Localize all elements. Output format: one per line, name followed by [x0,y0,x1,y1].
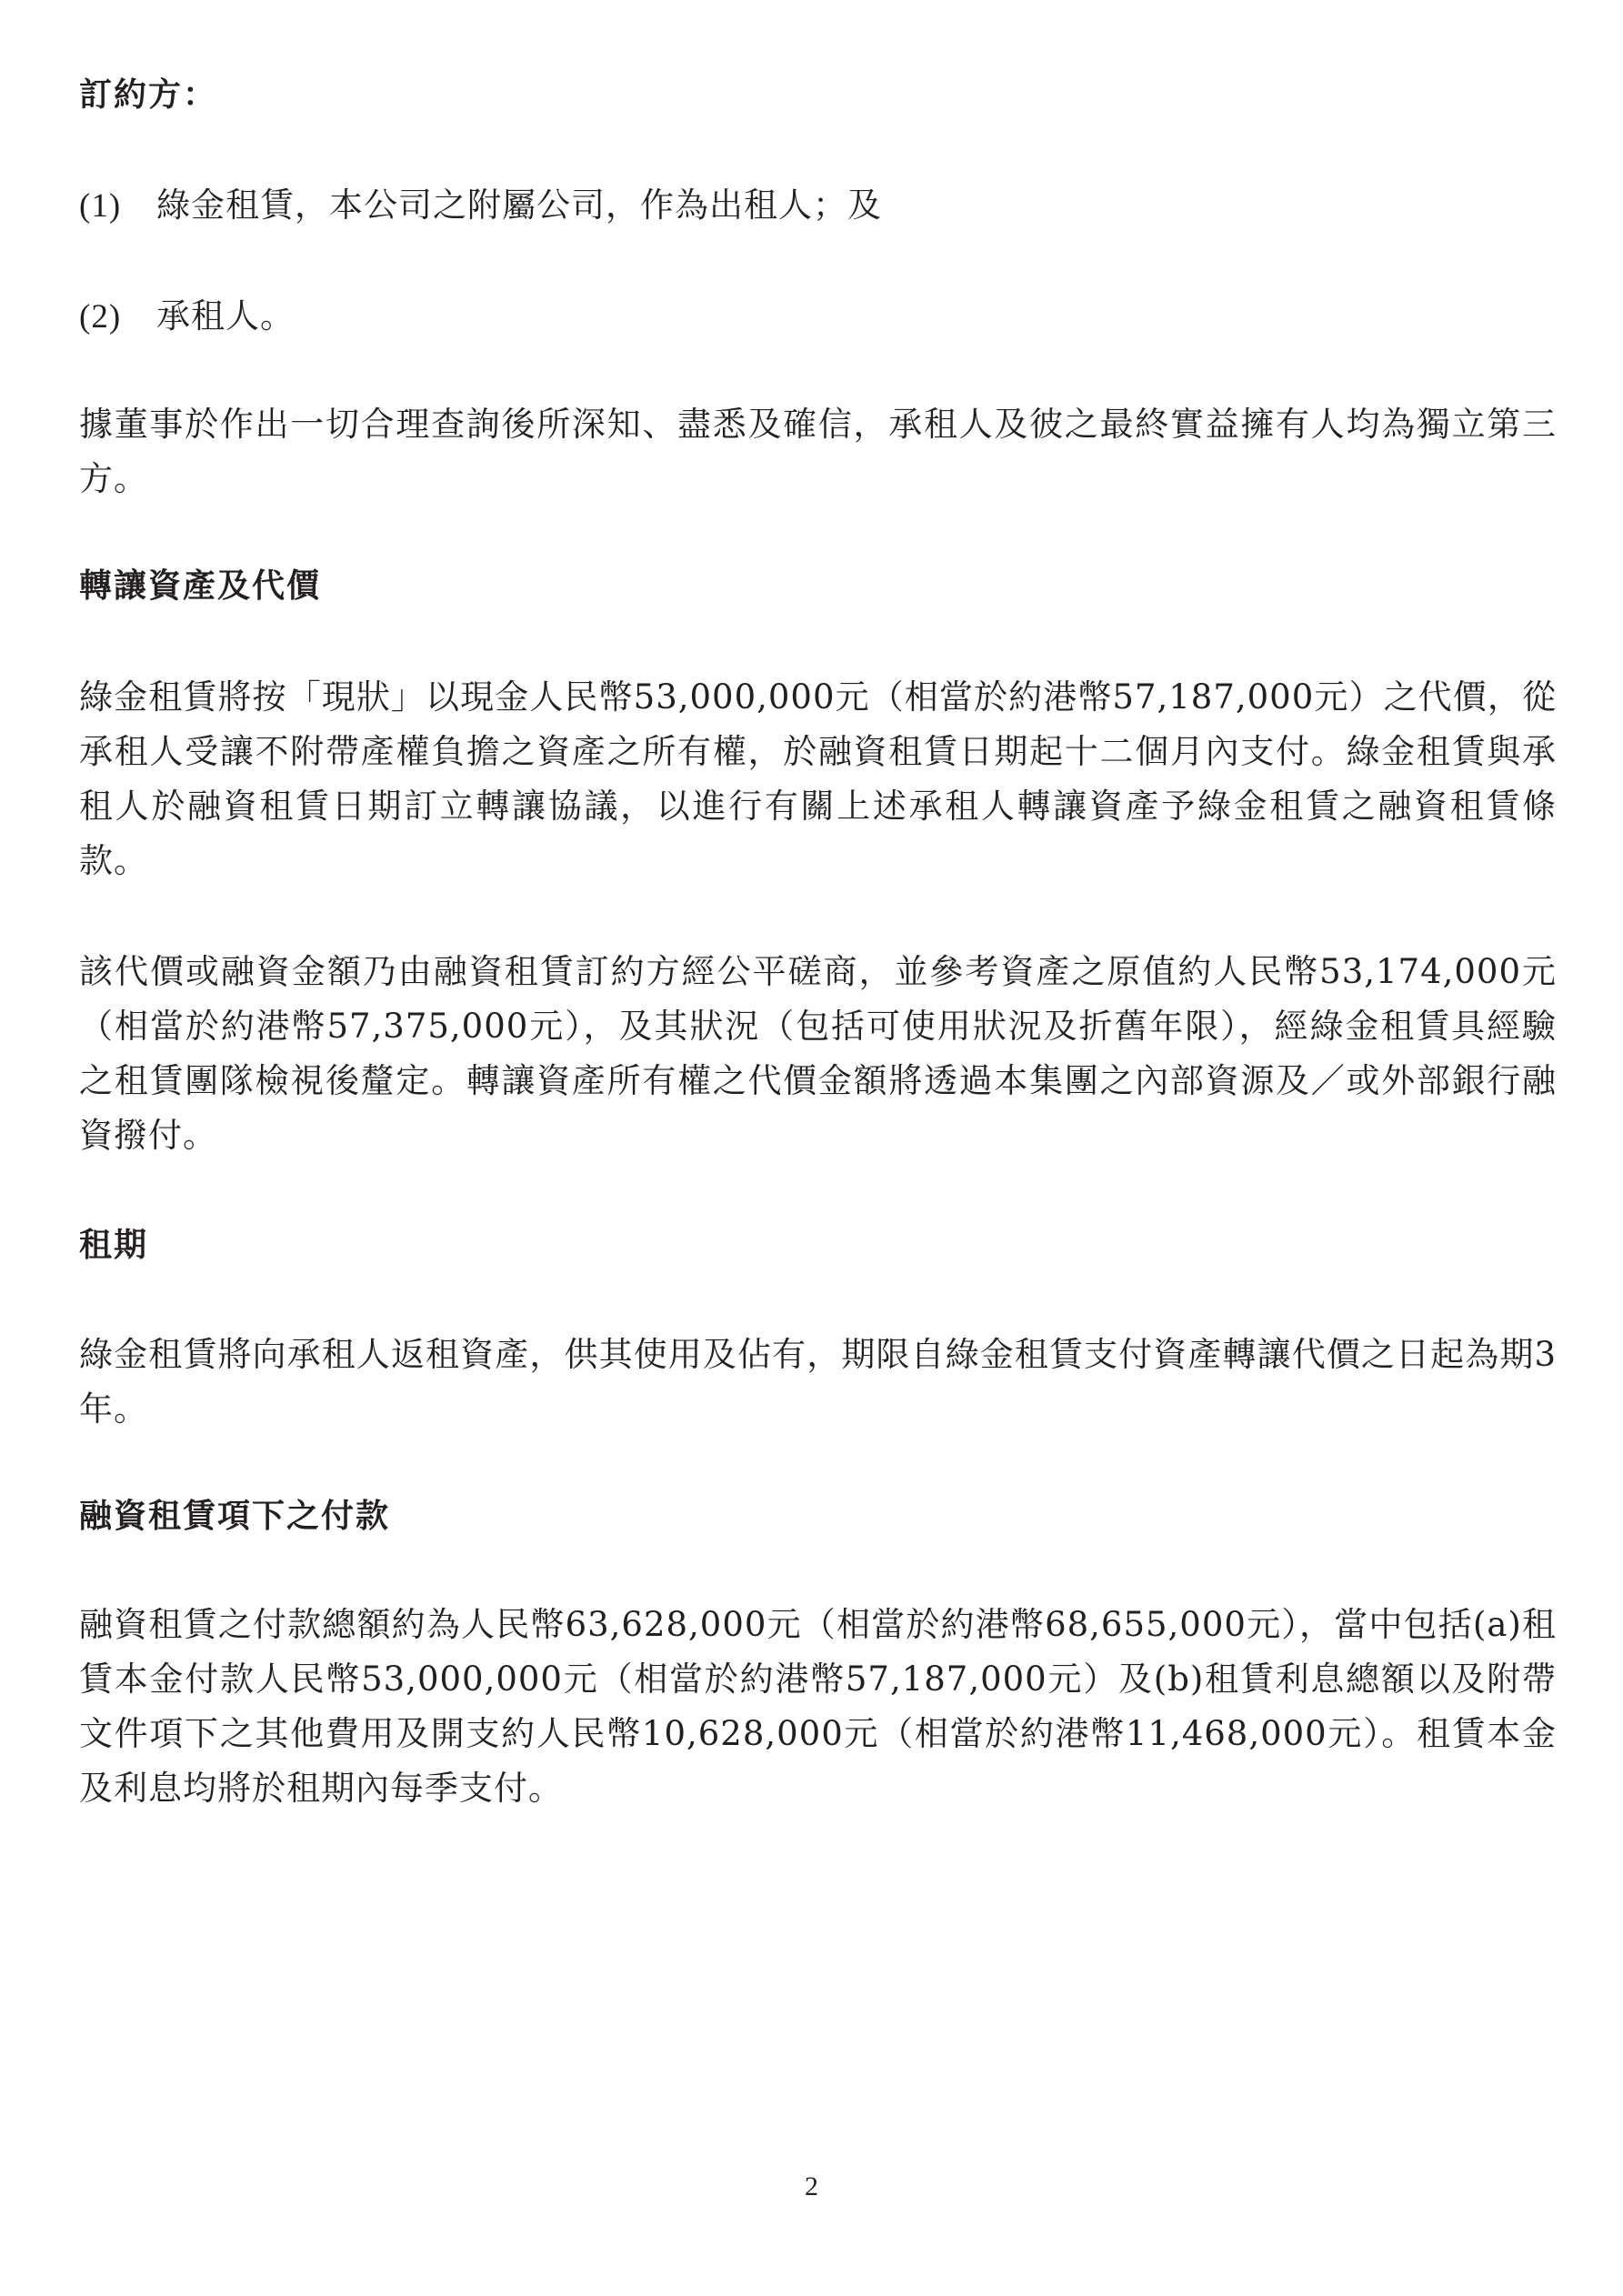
list-item-number: (2) [79,298,122,336]
list-item-number: (1) [79,187,122,225]
transfer-paragraph-1: 綠金租賃將按「現狀」以現金人民幣53,000,000元（相當於約港幣57,187,000元）之代價，從承租人受讓不附帶產權負擔之資產之所有權，於融資租賃日期起十二個月內支付。綠金租賃與承租人於融資租賃日期訂立轉讓協議，以進行有關上述承租人轉讓資產予綠金租賃之融資租賃條款。 [79,677,1557,880]
parties-heading: 訂約方： [79,76,218,114]
list-item-text: 綠金租賃，本公司之附屬公司，作為出租人；及 [156,185,882,225]
list-item [79,289,1557,345]
lease-term-paragraph: 綠金租賃將向承租人返租資產，供其使用及佔有，期限自綠金租賃支付資產轉讓代價之日起為期3年。 [79,1335,1557,1429]
transfer-heading: 轉讓資產及代價 [79,567,322,605]
parties-note-paragraph: 據董事於作出一切合理查詢後所深知、盡悉及確信，承租人及彼之最終實益擁有人均為獨立第三方。 [79,405,1557,498]
payments-heading: 融資租賃項下之付款 [79,1498,391,1535]
list-item-text: 承租人。 [156,296,295,336]
page-number: 2 [805,2171,818,2201]
payments-paragraph: 融資租賃之付款總額約為人民幣63,628,000元（相當於約港幣68,655,000元），當中包括(a)租賃本金付款人民幣53,000,000元（相當於約港幣57,187,000元）及(b)租賃利息總額以及附帶文件項下之其他費用及開支約人民幣10,628,000元（相當於約港幣11,468,000元）。租賃本金及利息均將於租期內每季支付。 [79,1605,1557,1808]
lease-term-heading: 租期 [79,1227,149,1264]
list-item [79,178,1557,234]
transfer-paragraph-2: 該代價或融資金額乃由融資租賃訂約方經公平磋商，並參考資產之原值約人民幣53,174,000元（相當於約港幣57,375,000元），及其狀況（包括可使用狀況及折舊年限），經綠金租賃具經驗之租賃團隊檢視後釐定。轉讓資產所有權之代價金額將透過本集團之內部資源及／或外部銀行融資撥付。 [79,952,1557,1155]
